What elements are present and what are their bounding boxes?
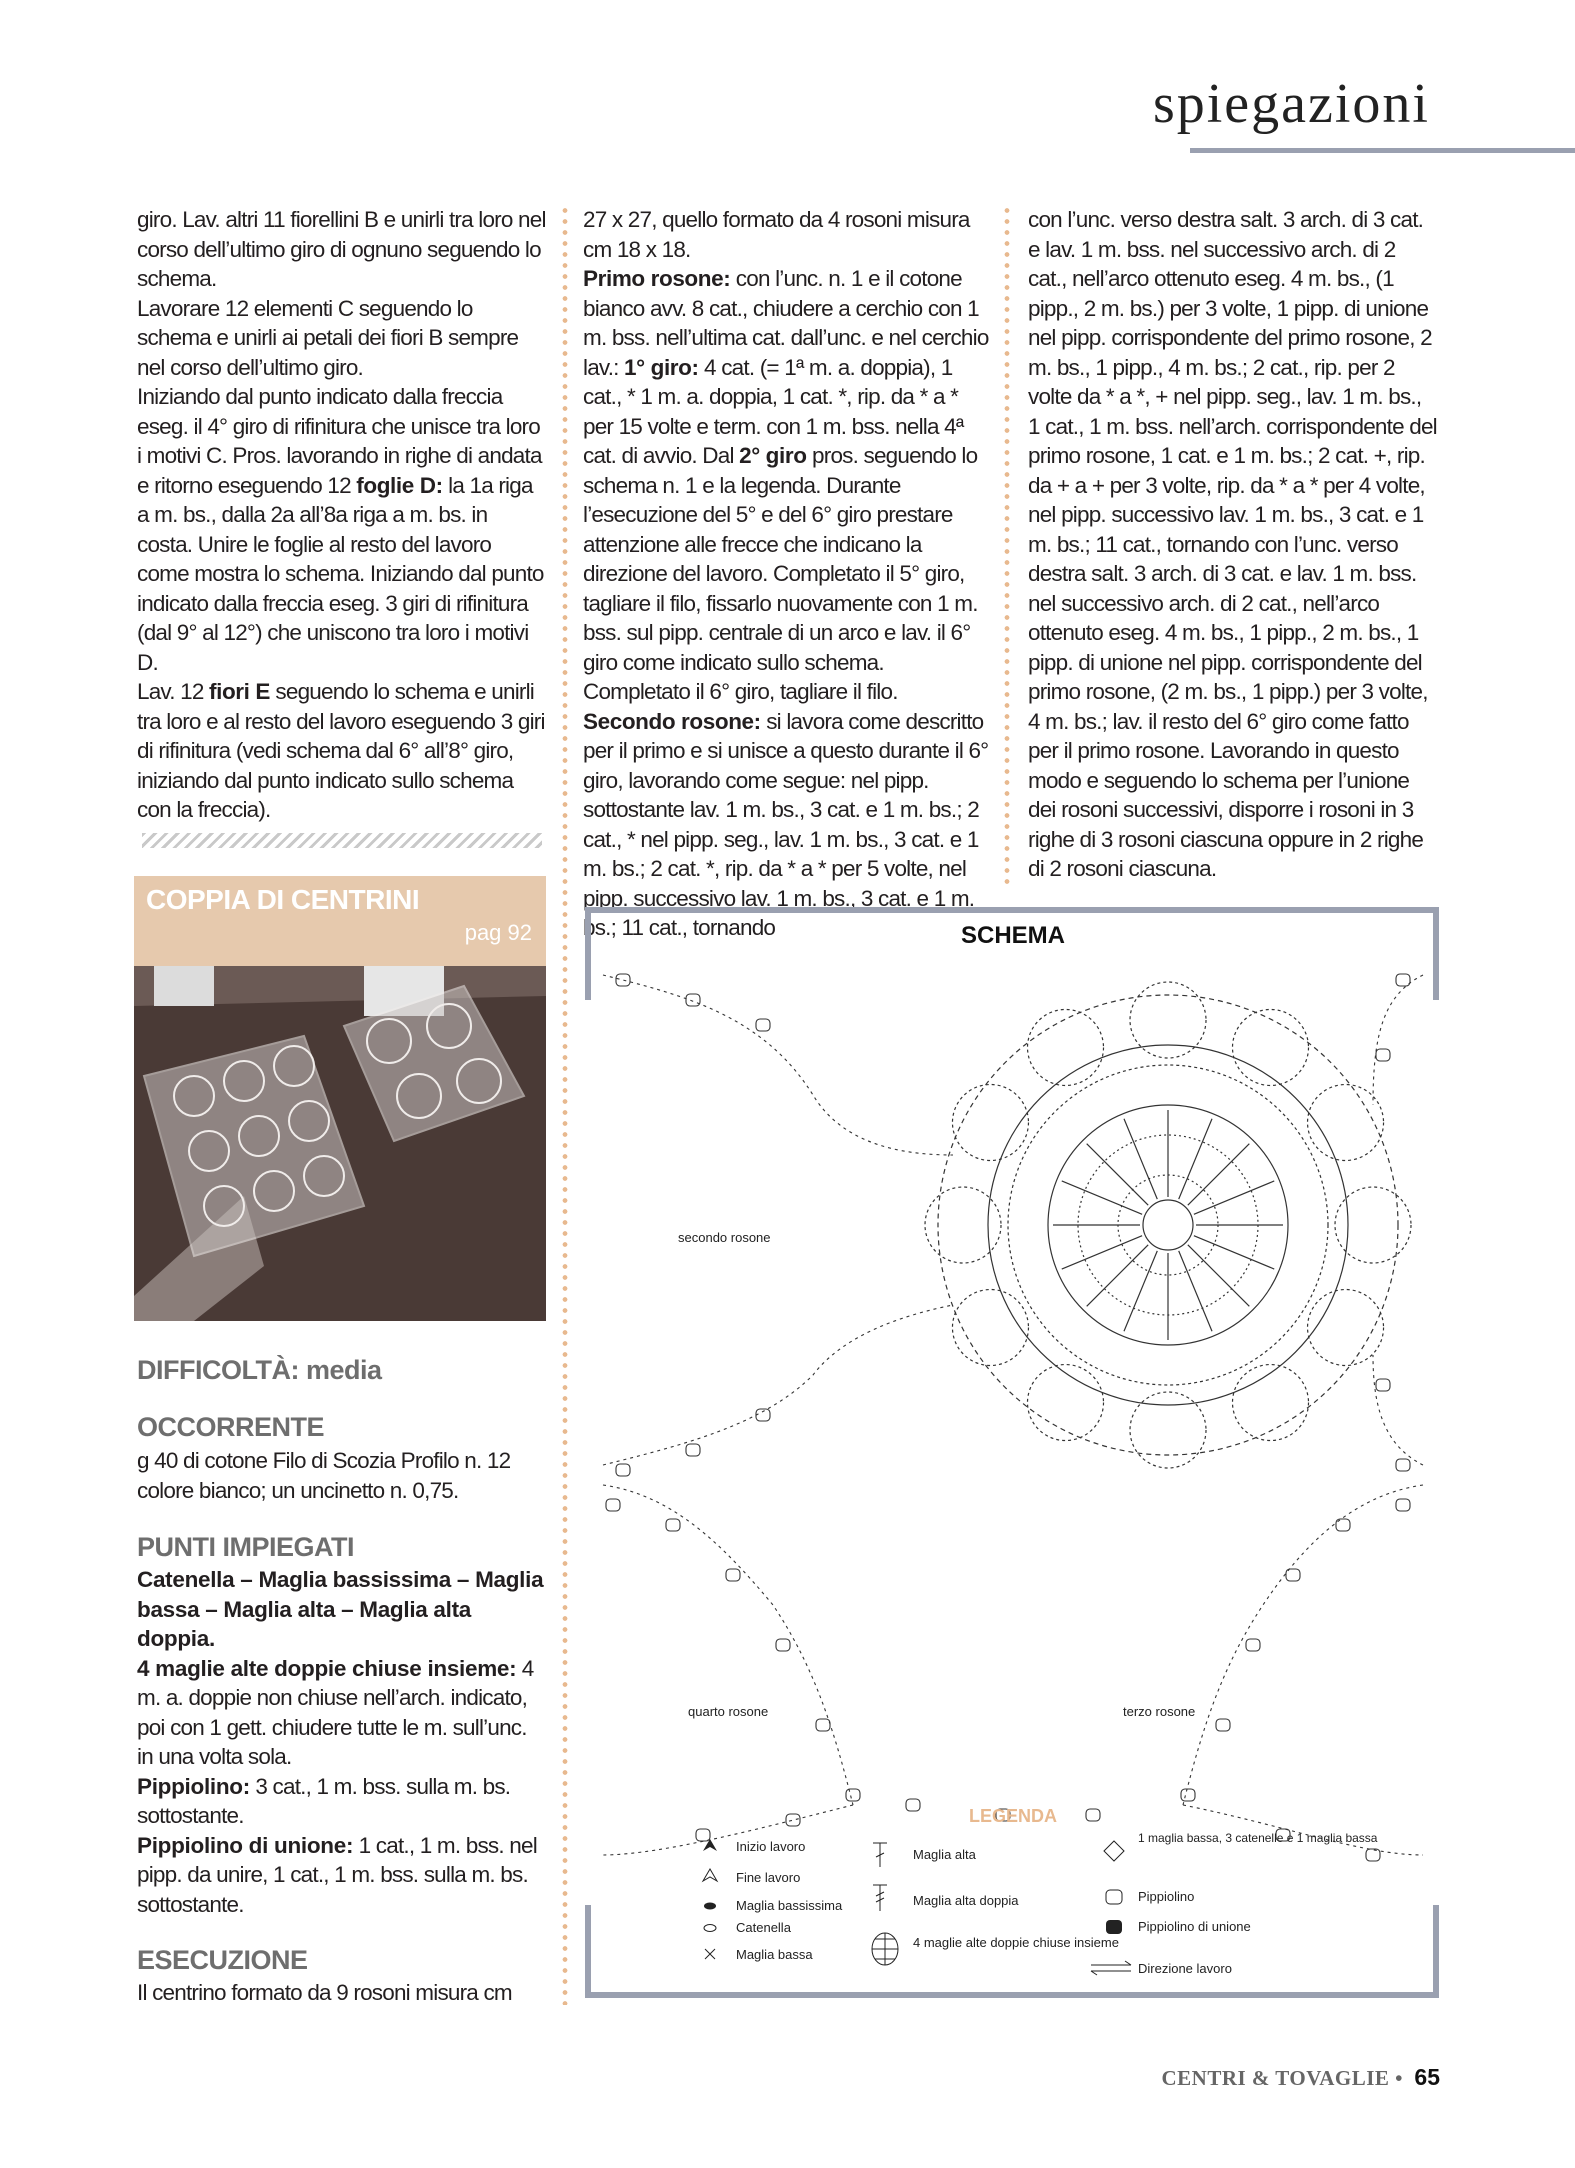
picot (1181, 1789, 1195, 1801)
brand-name: CENTRI & TOVAGLIE (1161, 2066, 1390, 2090)
petal-loop (952, 1290, 1028, 1366)
punti-heading: PUNTI IMPIEGATI (137, 1532, 355, 1562)
legend-bs-cat (1104, 1831, 1378, 1861)
footer-brand: CENTRI & TOVAGLIE • (1161, 2066, 1403, 2090)
picot (616, 1464, 630, 1476)
picot (1396, 974, 1410, 986)
picot (686, 1444, 700, 1456)
legend-text-chiuse: 4 maglie alte doppie chiuse insieme (913, 1935, 1119, 1950)
legend (703, 1831, 1378, 1976)
picot (756, 1409, 770, 1421)
picot (1216, 1719, 1230, 1731)
picot (906, 1799, 920, 1811)
schema-title: SCHEMA (960, 922, 1066, 949)
spoke (1188, 1245, 1250, 1307)
legend-text-pippiolino: Pippiolino (1138, 1889, 1195, 1904)
legend-chiuse (872, 1933, 1119, 1965)
doily-photo (134, 966, 546, 1321)
text-column-2 (583, 205, 993, 943)
legend-text-pippiolino-unione: Pippiolino di unione (1138, 1919, 1251, 1934)
legend-pippiolino-unione (1106, 1919, 1251, 1934)
picot (756, 1019, 770, 1031)
picot (616, 974, 630, 986)
legend-alta (873, 1843, 977, 1867)
legend-text-bassissima: Maglia bassissima (736, 1898, 843, 1913)
legend-text-bassa: Maglia bassa (736, 1947, 813, 1962)
paragraph: 27 x 27, quello formato da 4 rosoni misura cm 18 x 18. (583, 207, 970, 262)
petal-loop (1028, 1009, 1104, 1085)
difficulty-label: DIFFICOLTÀ: (137, 1355, 299, 1385)
petal-loop (952, 1085, 1028, 1161)
occorrente-heading: OCCORRENTE (137, 1412, 325, 1442)
legend-text-fine: Fine lavoro (736, 1870, 801, 1885)
picot (846, 1789, 860, 1801)
rosone-arms (603, 974, 1423, 1861)
paragraph: Iniziando dal punto indicato dalla freccia eseg. il 4° giro di rifinitura che unisce tra loro i motivi C. Pros. lavorando in righe di andata e ritorno eseguendo 12 foglie D: la 1a riga a m. bs., dalla 2a all’8a riga a m. bs. in costa. Unire le foglie al resto del lavoro come mostra lo schema. Iniziando dal punto indicato dalla freccia eseg. 3 giri di rifinitura (dal 9° al 12°) che uniscono tra loro i motivi D. (137, 384, 544, 675)
spoke (1062, 1181, 1142, 1214)
picot (606, 1499, 620, 1511)
picot (1366, 1849, 1380, 1861)
label-second-rosone: secondo rosone (678, 1230, 771, 1245)
spoke (1124, 1251, 1157, 1331)
petal-loop (1233, 1009, 1309, 1085)
paragraph: 4 maglie alte doppie chiuse insieme: 4 m. a. doppie non chiuse nell’arch. indicato, poi con 1 gett. chiudere tutte le m. sull’unc. in una volta sola. (137, 1655, 534, 1769)
spoke (1194, 1236, 1274, 1269)
text-column-3 (1028, 205, 1438, 884)
page-number: 65 (1414, 2064, 1440, 2090)
picot (1376, 1379, 1390, 1391)
spoke (1179, 1251, 1212, 1331)
paragraph: giro. Lav. altri 11 fiorellini B e unirli tra loro nel corso dell’ultimo giro di ognuno seguendo lo schema. (137, 207, 546, 291)
spoke (1124, 1119, 1157, 1199)
spoke (1188, 1144, 1250, 1206)
spoke (1194, 1181, 1274, 1214)
picot (726, 1569, 740, 1581)
difficulty (137, 1355, 382, 1386)
legend-catenella (704, 1920, 792, 1935)
spoke (1087, 1245, 1149, 1307)
picot (786, 1814, 800, 1826)
occorrente-text: g 40 di cotone Filo di Scozia Profilo n. 12 colore bianco; un uncinetto n. 0,75. (137, 1448, 511, 1503)
picot (1396, 1499, 1410, 1511)
picot (1396, 1459, 1410, 1471)
spoke (1087, 1144, 1149, 1206)
legend-bassissima (704, 1898, 843, 1913)
legend-title: LEGENDA (968, 1806, 1058, 1826)
section-title: spiegazioni (1152, 73, 1430, 135)
picot (1086, 1809, 1100, 1821)
paragraph: Primo rosone: con l’unc. n. 1 e il cotone bianco avv. 8 cat., chiudere a cerchio con 1 m. bss. nell’ultima cat. dall’unc. e nel cerchio lav.: 1° giro: 4 cat. (= 1ª m. a. doppia), 1 cat., * 1 m. a. doppia, 1 cat. *, rip. da * a * per 15 volte e term. con 1 m. bss. nella 4ª cat. di avvio. Dal 2° giro pros. seguendo lo schema n. 1 e la legenda. Durante l’esecuzione del 5° e del 6° giro prestare attenzione alle frecce che indicano la direzione del lavoro. Completato il 5° giro, tagliare il filo, fissarlo nuovamente con 1 m. bss. sul pipp. centrale di un arco e lav. il 6° giro come indicato sullo schema. Completato il 6° giro, tagliare il filo. (583, 266, 989, 704)
legend-text-inizio: Inizio lavoro (736, 1839, 806, 1854)
legend-direzione (1091, 1961, 1232, 1976)
petal-loop (1308, 1085, 1384, 1161)
esecuzione-text: Il centrino formato da 9 rosoni misura cm (137, 1980, 512, 2005)
rosone-main (925, 982, 1411, 1468)
label-fourth-rosone: quarto rosone (688, 1704, 769, 1719)
picot (816, 1719, 830, 1731)
project-title-box (134, 876, 546, 966)
petal-loop (1308, 1290, 1384, 1366)
project-page-ref: pag 92 (464, 920, 532, 945)
header-rule (1190, 148, 1575, 153)
legend-text-alta: Maglia alta (913, 1847, 976, 1862)
picot (686, 994, 700, 1006)
legend-pippiolino (1106, 1889, 1194, 1904)
legend-text-alta-doppia: Maglia alta doppia (913, 1893, 1019, 1908)
legend-text-bs-cat: 1 maglia bassa, 3 catenelle e 1 maglia bassa (1138, 1831, 1378, 1845)
legend-alta-doppia (873, 1885, 1019, 1911)
paragraph: Secondo rosone: si lavora come descritto per il primo e si unisce a questo durante il 6° giro, lavorando come segue: nel pipp. sottostante lav. 1 m. bs., 3 cat. e 1 m. bs.; 2 cat., * nel pipp. seg., lav. 1 m. bs., 3 cat. e 1 m. bs.; 2 cat. *, rip. da * a * per 5 volte, nel pipp. successivo lav. 1 m. bs., 3 cat. e 1 m. bs.; 11 cat., tornando (583, 708, 989, 940)
esecuzione-heading: ESECUZIONE (137, 1945, 308, 1975)
paragraph: con l’unc. verso destra salt. 3 arch. di 3 cat. e lav. 1 m. bss. nel successivo arch. di 2 cat., nell’arco ottenuto eseg. 4 m. bs., (1 pipp., 2 m. bs.) per 3 volte, 1 pipp. di unione nel pipp. corrispondente del primo rosone, 2 m. bs., 1 pipp., 4 m. bs.; 2 cat., rip. per 2 volte da * a *, + nel pipp. seg., lav. 1 m. bs., 1 cat., 1 m. bss. nell’arch. corrispondente del primo rosone, 1 cat. e 1 m. bs.; 2 cat. +, rip. da + a + per 3 volte, rip. da * a * per 4 volte, nel pipp. successivo lav. 1 m. bs., 3 cat. e 1 m. bs.; 11 cat., tornando con l’unc. verso destra salt. 3 arch. di 3 cat. e lav. 1 m. bss. nel successivo arch. di 2 cat., nell’arco ottenuto eseg. 4 m. bs., 1 pipp., 2 m. bs., 1 pipp. di unione nel pipp. corrispondente del primo rosone, (2 m. bs., 1 pipp.) per 3 volte, 4 m. bs.; lav. il resto del 6° giro come fatto per il primo rosone. Lavorando in questo modo e seguendo lo schema per l’unione dei rosoni successivi, disporre i rosoni in 3 righe di 3 rosoni ciascuna oppure in 2 righe di 2 rosoni ciascuna. (1028, 207, 1437, 881)
hatched-divider (142, 833, 542, 848)
dotted-divider-right (1004, 205, 1010, 885)
paragraph: Catenella – Maglia bassissima – Maglia bassa – Maglia alta – Maglia alta doppia. (137, 1567, 544, 1651)
text-column-1 (137, 205, 547, 825)
paragraph: Pippiolino di unione: 1 cat., 1 m. bss. nel pipp. da unire, 1 cat., 1 m. bss. sulla m. bs. sottostante. (137, 1832, 537, 1917)
dotted-divider-left (562, 205, 568, 2005)
picot (776, 1639, 790, 1651)
petal-loop (1028, 1365, 1104, 1441)
legend-bassa (705, 1947, 813, 1962)
paragraph: Pippiolino: 3 cat., 1 m. bss. sulla m. bs. sottostante. (137, 1773, 511, 1828)
legend-text-direzione: Direzione lavoro (1138, 1961, 1232, 1976)
legend-fine (703, 1869, 800, 1885)
paragraph: Lav. 12 fiori E seguendo lo schema e unirli tra loro e al resto del lavoro eseguendo 3 giri di rifinitura (vedi schema dal 6° all’8° giro, iniziando dal punto indicato sullo schema con la freccia). (137, 679, 545, 822)
picot (666, 1519, 680, 1531)
picot (696, 1829, 710, 1841)
project-title: COPPIA DI CENTRINI (146, 884, 420, 915)
punti-list (137, 1565, 547, 1919)
picot (1376, 1049, 1390, 1061)
crochet-schema (583, 905, 1441, 2000)
legend-text-catenella: Catenella (736, 1920, 791, 1935)
difficulty-value: media (305, 1355, 382, 1385)
spoke (1062, 1236, 1142, 1269)
petal-loop (1233, 1365, 1309, 1441)
paragraph: Lavorare 12 elementi C seguendo lo schema e unirli ai petali dei fiori B sempre nel corso dell’ultimo giro. (137, 295, 519, 380)
legend-inizio (703, 1839, 805, 1854)
picot (1246, 1639, 1260, 1651)
spoke (1179, 1119, 1212, 1199)
label-third-rosone: terzo rosone (1123, 1704, 1196, 1719)
